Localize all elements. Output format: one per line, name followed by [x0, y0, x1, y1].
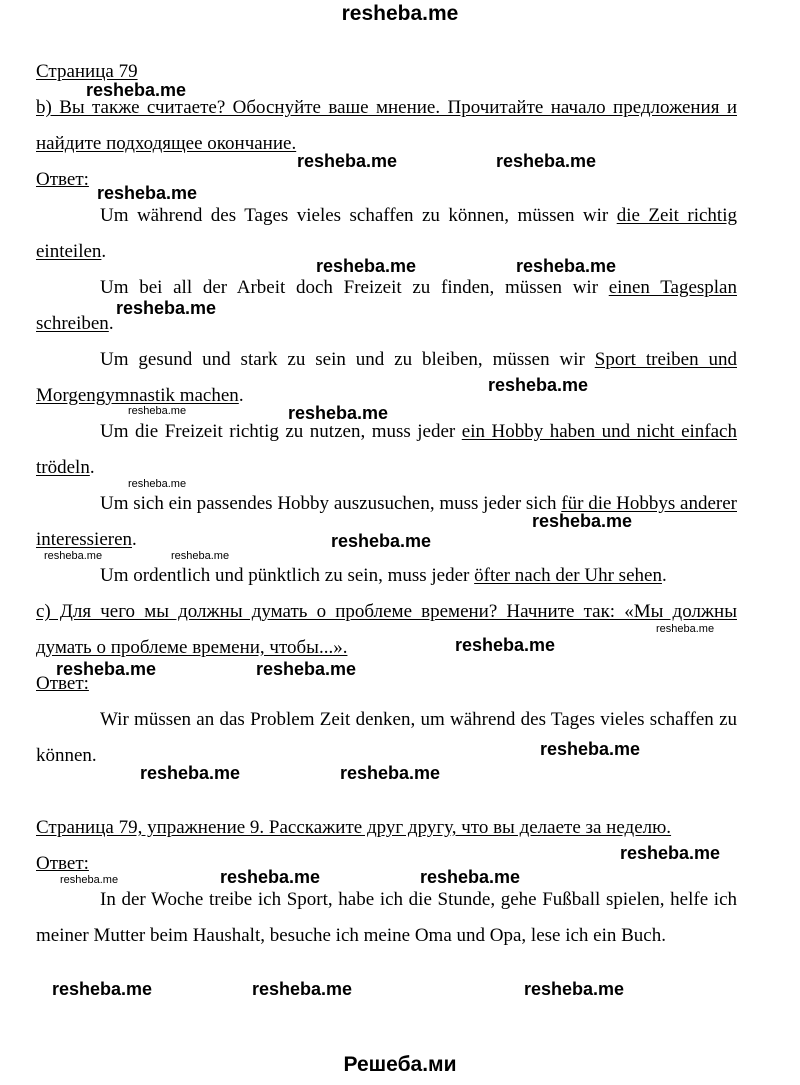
watermark: resheba.me [56, 659, 157, 679]
watermark: resheba.me [116, 298, 217, 318]
sentence-end: . [108, 313, 114, 334]
page-reference: Страница 79 [36, 61, 138, 82]
watermark: resheba.me [455, 635, 556, 655]
watermark-small: resheba.me [656, 623, 715, 635]
watermark: resheba.me [488, 375, 589, 395]
sentence-start: Um die Freizeit richtig zu nutzen, muss jeder [100, 421, 462, 442]
sentence-answer: Sport treiben und Morgengymnastik machen [36, 349, 737, 406]
watermark: resheba.me [297, 151, 398, 171]
watermark: resheba.me [420, 867, 521, 887]
watermark: resheba.me [86, 80, 187, 100]
sentence-answer: für die Hobbys anderer interessieren [36, 493, 737, 550]
sentence-answer: einen Tagesplan schreiben [36, 277, 737, 334]
watermark: resheba.me [288, 403, 389, 423]
watermark: resheba.me [532, 511, 633, 531]
sentence-start: Um während des Tages vieles schaffen zu können, müssen wir [100, 205, 617, 226]
watermark: resheba.me [516, 256, 617, 276]
watermark: resheba.me [620, 843, 721, 863]
task-c-heading: c) Для чего мы должны думать о проблеме времени? Начните так: «Мы должны думать о проблеме времени, чтобы...». [36, 601, 737, 658]
sentence-end: . [661, 565, 667, 586]
watermark: resheba.me [316, 256, 417, 276]
watermark: resheba.me [496, 151, 597, 171]
watermark: resheba.me [331, 531, 432, 551]
task-b-heading: b) Вы также считаете? Обоснуйте ваше мнение. Прочитайте начало предложения и найдите подходящее окончание. [36, 97, 737, 154]
answer-text: In der Woche treibe ich Sport, habe ich die Stunde, gehe Fußball spielen, helfe ich meiner Mutter beim Haushalt, besuche ich meine Oma und Opa, lese ich ein Buch. [36, 889, 737, 946]
sentence-end: . [89, 457, 95, 478]
sentence-answer: öfter nach der Uhr sehen [474, 565, 662, 586]
watermark-small: resheba.me [171, 550, 230, 562]
sentence-start: Um sich ein passendes Hobby auszusuchen, muss jeder sich [100, 493, 562, 514]
watermark: resheba.me [140, 763, 241, 783]
watermark: resheba.me [252, 979, 353, 999]
watermark: resheba.me [540, 739, 641, 759]
watermark-small: resheba.me [44, 550, 103, 562]
exercise-9-heading: Страница 79, упражнение 9. Расскажите друг другу, что вы делаете за неделю. [36, 817, 672, 838]
sentence-end: . [132, 529, 137, 550]
watermark: resheba.me [97, 183, 198, 203]
sentence-start: Um ordentlich und pünktlich zu sein, muss jeder [100, 565, 475, 586]
watermark: resheba.me [340, 763, 441, 783]
section-exercise-9 [36, 810, 737, 954]
answer-sentence [36, 414, 737, 486]
sentence-answer: die Zeit richtig einteilen [36, 205, 737, 262]
site-footer: Решеба.ми [343, 1053, 457, 1076]
sentence-start: Um bei all der Arbeit doch Freizeit zu finden, müssen wir [100, 277, 609, 298]
watermark-small: resheba.me [60, 874, 119, 886]
sentence-answer: ein Hobby haben und nicht einfach trödeln [36, 421, 737, 478]
answer-sentence [36, 558, 737, 594]
sentence-start: Um gesund und stark zu sein und zu bleiben, müssen wir [100, 349, 595, 370]
answer-label: Ответ: [36, 673, 89, 694]
watermark: resheba.me [220, 867, 321, 887]
site-header: resheba.me [341, 2, 459, 25]
answer-label: Ответ: [36, 169, 89, 190]
sentence-end: . [101, 241, 107, 262]
watermark-small: resheba.me [128, 478, 187, 490]
sentence-end: . [238, 385, 244, 406]
watermark: resheba.me [256, 659, 357, 679]
watermark-small: resheba.me [128, 405, 187, 417]
answer-text: Wir müssen an das Problem Zeit denken, um während des Tages vieles schaffen zu können. [36, 709, 737, 766]
watermark: resheba.me [52, 979, 153, 999]
answer-label: Ответ: [36, 853, 89, 874]
watermark: resheba.me [524, 979, 625, 999]
